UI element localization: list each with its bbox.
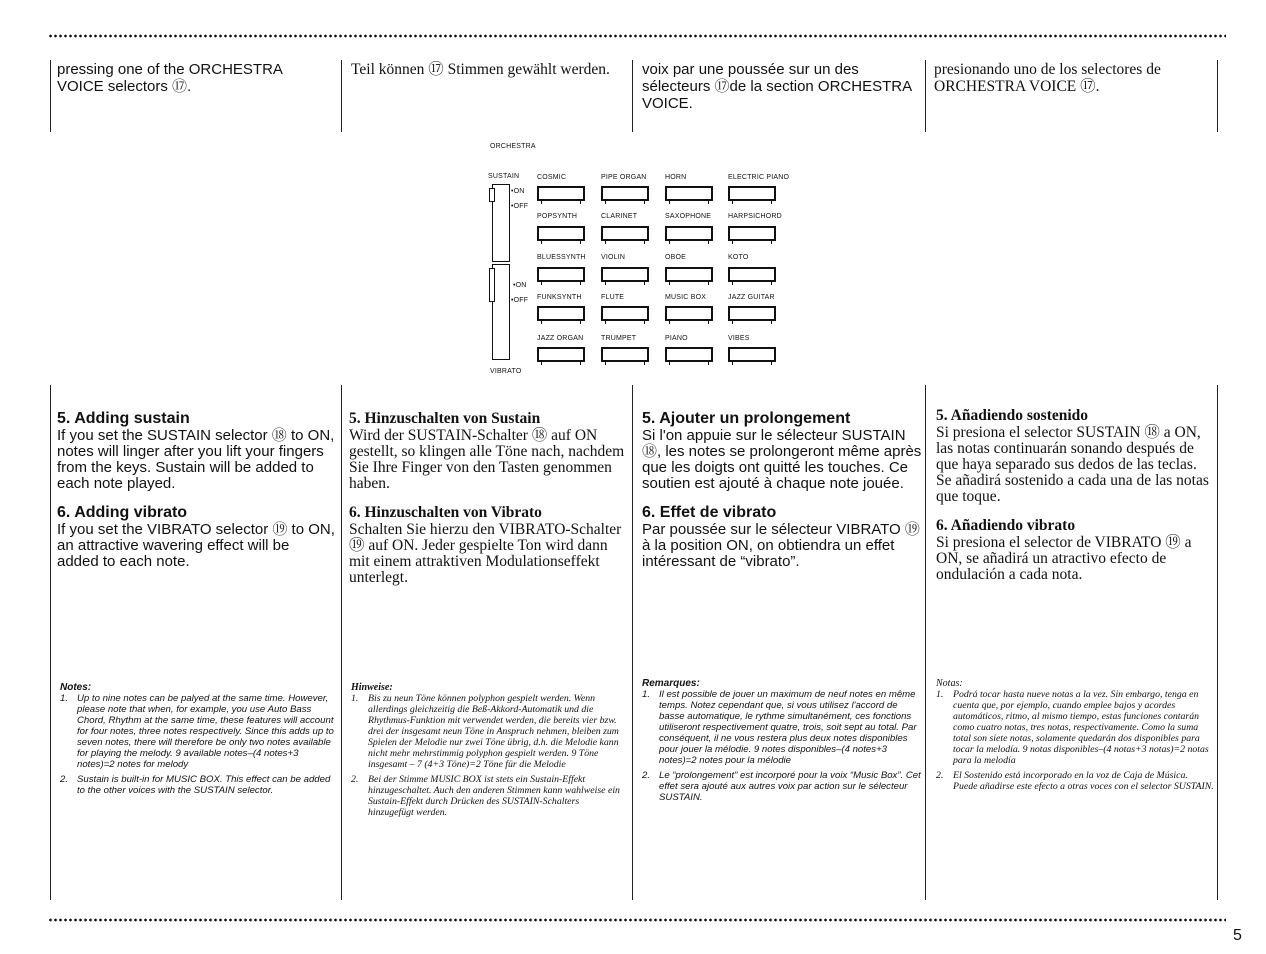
- note-text: Up to nine notes can be palyed at the same time. However, please note that when, for example, you use Auto Bass Chord, Rhythm at the same time, these features will account for four notes, three notes respectively. Since this adds up to seven notes, there will therefore be only two notes available for playing the melody. 9 available notes–(4 notes+3 notes)=2 notes for melody: [77, 693, 334, 770]
- voice-button: [601, 186, 649, 201]
- voice-label: JAZZ ORGAN: [537, 335, 584, 342]
- voice-label: HORN: [665, 174, 687, 181]
- vibrato-label: VIBRATO: [490, 368, 522, 375]
- note-item: 1. Bis zu neun Töne können polyphon gespielt werden. Wenn allerdings gleichzeitig die Beß-Akkord-Automatik und die Rhythmus-Funktion mit verwendet werden, die bereits vier bzw. drei der insgesamt neun Töne in Anspruch nehmen, bleiben zum Spielen der Melodie nur zwei Töne übrig, d.h. die Melodie kann nicht mehr mehrstimmig polyphon gespielt werden. 9 Töne insgesamt – 7 (4+3 Töne)=2 Töne für die Melodie: [351, 693, 627, 770]
- section-title: 5. Añadiendo sostenido: [936, 407, 1089, 424]
- column-fr: [642, 410, 922, 582]
- voice-button: [728, 347, 776, 362]
- sustain-on-label: •ON: [511, 188, 525, 195]
- voice-button: [601, 347, 649, 362]
- section-title: 6. Hinzuschalten von Vibrato: [349, 504, 542, 521]
- top-text-es: presionando uno de los selectores de ORCHESTRA VOICE ⑰.: [934, 61, 1161, 95]
- vibrato-off-label: •OFF: [511, 297, 529, 304]
- voice-button: [665, 347, 713, 362]
- vibrato-switch-lever: [489, 268, 495, 302]
- note-item: 2. El Sostenido está incorporado en la voz de Caja de Música. Puede añadirse este efecto a otras voces con el selector SUSTAIN.: [936, 770, 1214, 792]
- notes-en: [60, 682, 336, 796]
- note-text: El Sostenido está incorporado en la voz de Caja de Música. Puede añadirse este efecto a otras voces con el selector SUSTAIN.: [953, 770, 1214, 792]
- column-en: [57, 410, 335, 582]
- notes-heading: Remarques:: [642, 678, 700, 689]
- notes-de: [351, 682, 627, 818]
- sustain-switch-lever: [489, 188, 495, 202]
- vibrato-on-label: •ON: [513, 282, 527, 289]
- voice-label: BLUESSYNTH: [537, 254, 586, 261]
- voice-label: ELECTRIC PIANO: [728, 174, 790, 181]
- section-title: 6. Adding vibrato: [57, 504, 188, 521]
- voice-button: [728, 306, 776, 321]
- note-text: Sustain is built-in for MUSIC BOX. This effect can be added to the other voices with the SUSTAIN selector.: [77, 774, 331, 796]
- voice-label: PIPE ORGAN: [601, 174, 647, 181]
- voice-button: [537, 226, 585, 241]
- voice-button: [537, 306, 585, 321]
- voice-button: [728, 267, 776, 282]
- section-title: 5. Hinzuschalten von Sustain: [349, 410, 541, 427]
- voice-label: HARPSICHORD: [728, 213, 782, 220]
- note-item: 2. Bei der Stimme MUSIC BOX ist stets ein Sustain-Effekt hinzugeschaltet. Auch den anderen Stimmen kann wahlweise ein Sustain-Effekt durch Drücken des SUSTAIN-Schalters hinzugefügt werden.: [351, 774, 627, 818]
- notes-heading: Hinweise:: [351, 682, 393, 693]
- voice-label: MUSIC BOX: [665, 294, 707, 301]
- column-rule: [50, 60, 51, 132]
- note-text: Bei der Stimme MUSIC BOX ist stets ein Sustain-Effekt hinzugeschaltet. Auch den anderen Stimmen kann wahlweise ein Sustain-Effekt durch Drücken des SUSTAIN-Schalters hinzugefügt werden.: [368, 774, 620, 818]
- voice-label: CLARINET: [601, 213, 638, 220]
- section-body: Schalten Sie hierzu den VIBRATO-Schalter ⑲ auf ON. Jeder gespielte Ton wird dann mit einem attraktiven Modulationseffekt unterlegt.: [349, 521, 622, 586]
- top-dotted-rule: [48, 34, 1226, 38]
- top-text-de: Teil können ⑰ Stimmen gewählt werden.: [351, 61, 610, 78]
- page-number: 5: [1233, 927, 1242, 944]
- column-rule: [632, 385, 633, 900]
- section-title: 6. Effet de vibrato: [642, 504, 777, 521]
- column-rule: [341, 60, 342, 132]
- voice-button: [537, 186, 585, 201]
- note-text: Il est possible de jouer un maximum de neuf notes en même temps. Notez cependant que, si vous utilisez l'accord de basse automatique, le rythme simultanément, ces fonctions utiliseront respectivement quatre, trois, soit sept au total. Par conséquent, il ne vous restera plus deux notes disponibles pour jouer la mélodie. 9 notes disponibles–(4 notes+3 notes)=2 notes pour la mélodie: [659, 689, 917, 766]
- note-item: 2. Le “prolongement” est incorporé pour la voix “Music Box”. Cet effet sera ajouté aux autres voix par action sur le sélecteur SUSTAIN.: [642, 770, 921, 803]
- note-item: 1. Il est possible de jouer un maximum de neuf notes en même temps. Notez cependant que, si vous utilisez l'accord de basse automatique, le rythme simultanément, ces fonctions utiliseront respectivement quatre, trois, soit sept au total. Par conséquent, il ne vous restera plus deux notes disponibles pour jouer la mélodie. 9 notes disponibles–(4 notes+3 notes)=2 notes pour la mélodie: [642, 689, 922, 766]
- voice-button: [665, 226, 713, 241]
- notes-es: [936, 678, 1214, 792]
- section-body: Par poussée sur le sélecteur VIBRATO ⑲ à la position ON, on obtiendra un effet intéressant de “vibrato”.: [642, 521, 920, 570]
- voice-label: POPSYNTH: [537, 213, 578, 220]
- voice-button: [601, 226, 649, 241]
- note-item: 1. Up to nine notes can be palyed at the same time. However, please note that when, for example, you use Auto Bass Chord, Rhythm at the same time, these features will account for four notes, three notes respectively. Since this adds up to seven notes, there will therefore be only two notes available for playing the melody. 9 available notes–(4 notes+3 notes)=2 notes for melody: [60, 693, 336, 770]
- voice-button: [728, 226, 776, 241]
- voice-button: [537, 347, 585, 362]
- top-text-en: pressing one of the ORCHESTRA VOICE selectors ⑰.: [57, 61, 283, 95]
- voice-label: FUNKSYNTH: [537, 294, 582, 301]
- voice-label: SAXOPHONE: [665, 213, 712, 220]
- voice-label: COSMIC: [537, 174, 567, 181]
- notes-fr: [642, 678, 922, 803]
- voice-label: PIANO: [665, 335, 688, 342]
- voice-label: FLUTE: [601, 294, 625, 301]
- section-body: If you set the SUSTAIN selector ⑱ to ON, notes will linger after you lift your fingers from the keys. Sustain will be added to each note played.: [57, 427, 335, 492]
- note-item: 2. Sustain is built-in for MUSIC BOX. This effect can be added to the other voices with the SUSTAIN selector.: [60, 774, 336, 796]
- column-rule: [341, 385, 342, 900]
- sustain-label: SUSTAIN: [488, 173, 520, 180]
- panel-title: ORCHESTRA: [490, 143, 536, 150]
- column-rule: [1217, 60, 1218, 132]
- section-title: 6. Añadiendo vibrato: [936, 517, 1076, 534]
- voice-label: VIOLIN: [601, 254, 626, 261]
- column-rule: [50, 385, 51, 900]
- notes-heading: Notes:: [60, 682, 92, 693]
- voice-label: OBOE: [665, 254, 687, 261]
- section-title: 5. Adding sustain: [57, 410, 190, 427]
- column-rule: [925, 385, 926, 900]
- section-title: 5. Ajouter un prolongement: [642, 410, 851, 427]
- column-rule: [632, 60, 633, 132]
- section-body: Si presiona el selector SUSTAIN ⑱ a ON, las notas continuarán sonando después de que haya separado sus dedos de las teclas. Se añadirá sostenido a cada una de las notas que toque.: [936, 424, 1209, 505]
- voice-button: [665, 306, 713, 321]
- voice-button: [728, 186, 776, 201]
- note-text: Le “prolongement” est incorporé pour la voix “Music Box”. Cet effet sera ajouté aux autres voix par action sur le sélecteur SUSTAIN.: [659, 770, 921, 803]
- voice-button: [665, 186, 713, 201]
- voice-label: VIBES: [728, 335, 750, 342]
- column-de: [349, 410, 627, 598]
- column-es: [936, 407, 1214, 595]
- voice-button: [601, 267, 649, 282]
- voice-button: [601, 306, 649, 321]
- voice-label: TRUMPET: [601, 335, 637, 342]
- note-item: 1. Podrá tocar hasta nueve notas a la vez. Sin embargo, tenga en cuenta que, por ejemplo, cuando emplee bajos y acordes automáticos, ritmo, al mismo tiempo, estas funciones contarán como cuatro notas, tres notas, respectivamente. Como la suma total son siete notas, solamente quedarán dos disponibles para tocar la melodía. 9 notas disponibles–(4 notas+3 notas)=2 notas para la melodía: [936, 689, 1214, 766]
- voice-button: [665, 267, 713, 282]
- section-body: If you set the VIBRATO selector ⑲ to ON, an attractive wavering effect will be added to each note.: [57, 521, 335, 570]
- section-body: Wird der SUSTAIN-Schalter ⑱ auf ON gestellt, so klingen alle Töne nach, nachdem Sie Ihre Finger von den Tasten genommen haben.: [349, 427, 625, 492]
- voice-button: [537, 267, 585, 282]
- notes-heading: Notas:: [936, 678, 963, 689]
- orchestra-panel-diagram: [488, 140, 808, 380]
- sustain-off-label: •OFF: [511, 203, 529, 210]
- voice-label: JAZZ GUITAR: [728, 294, 775, 301]
- top-text-fr: voix par une poussée sur un des sélecteurs ⑰de la section ORCHESTRA VOICE.: [642, 61, 912, 112]
- section-body: Si presiona el selector de VIBRATO ⑲ a ON, se añadirá un atractivo efecto de ondulación a cada nota.: [936, 534, 1192, 583]
- column-rule: [1217, 385, 1218, 900]
- column-rule: [925, 60, 926, 132]
- bottom-dotted-rule: [48, 918, 1226, 922]
- note-text: Podrá tocar hasta nueve notas a la vez. Sin embargo, tenga en cuenta que, por ejemplo, cuando emplee bajos y acordes automáticos, ritmo, al mismo tiempo, estas funciones contarán como cuatro notas, tres notas, respectivamente. Como la suma total son siete notas, solamente quedarán dos disponibles para tocar la melodía. 9 notas disponibles–(4 notas+3 notas)=2 notas para la melodía: [953, 689, 1209, 766]
- section-body: Si l'on appuie sur le sélecteur SUSTAIN ⑱, les notes se prolongeront même après que les doigts ont quitté les touches. Ce soutien est ajouté à chaque note jouée.: [642, 427, 922, 492]
- voice-label: KOTO: [728, 254, 749, 261]
- note-text: Bis zu neun Töne können polyphon gespielt werden. Wenn allerdings gleichzeitig die Beß-Akkord-Automatik und die Rhythmus-Funktion mit verwendet werden, die bereits vier bzw. drei der insgesamt neun Töne in Anspruch nehmen, bleiben zum Spielen der Melodie nur zwei Töne übrig, d.h. die Melodie kann nicht mehr mehrstimmig polyphon gespielt werden. 9 Töne insgesamt – 7 (4+3 Töne)=2 Töne für die Melodie: [368, 693, 619, 770]
